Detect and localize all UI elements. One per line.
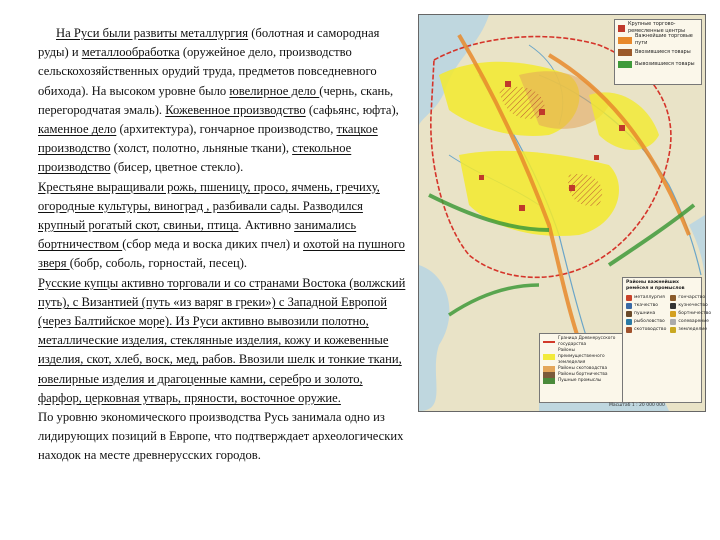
phrase-jewelry: ювелирное дело xyxy=(229,83,320,98)
border-line-icon xyxy=(543,341,555,343)
fish-icon xyxy=(626,319,632,325)
phrase-metallurgy: На Руси были развиты металлургия xyxy=(56,26,249,40)
phrase-stone: каменное дело xyxy=(38,122,117,137)
legend-item xyxy=(626,319,666,325)
city-marker xyxy=(619,125,625,131)
legend-label: Ввозившиеся товары xyxy=(635,48,691,55)
legend-crafts xyxy=(622,277,712,403)
beehive-icon xyxy=(670,311,676,317)
legend-zones xyxy=(539,333,625,403)
legend-label: Граница Древнерусского государства xyxy=(558,336,616,347)
city-marker xyxy=(479,175,484,180)
fur-swatch xyxy=(543,378,555,384)
legend-row xyxy=(543,348,621,366)
legend-label: Районы преимущественного земледелия xyxy=(558,348,605,365)
legend-label: металлургия xyxy=(634,295,665,300)
caspian-sea xyxy=(689,215,705,285)
legend-trade xyxy=(614,19,702,85)
city-marker xyxy=(594,155,599,160)
text-run: . Активно xyxy=(238,218,295,233)
city-marker xyxy=(539,109,545,115)
legend-item xyxy=(670,303,711,309)
legend-item xyxy=(670,295,711,301)
text-run: (чернь, скань, перегородчатая эмаль). xyxy=(38,83,394,117)
text-run: (болотная и самородная руды) и xyxy=(38,26,380,60)
legend-row xyxy=(618,46,698,58)
phrase-leather: Кожевенное производство xyxy=(165,102,306,117)
metallurgy-icon xyxy=(626,295,632,301)
legend-item xyxy=(626,311,666,317)
legend-label: скотоводство xyxy=(634,327,667,332)
text-run: (сбор меда и воска диких пчел) и xyxy=(122,237,304,252)
legend-label: Вывозившиеся товары xyxy=(635,60,695,67)
fur-icon xyxy=(626,311,632,317)
text-run: (оружейное дело, производство сельскохозяйственных орудий труда, предметов повседневного обихода). На высоком уровне было xyxy=(38,45,377,98)
text-run: (бобр, соболь, горностай, песец). xyxy=(69,256,248,271)
phrase-glass: стекольное производство xyxy=(38,141,352,175)
cattle-icon xyxy=(626,327,632,333)
legend-label: земледелие xyxy=(678,327,707,332)
legend-label: Крупные торгово-ремесленные центры xyxy=(628,21,686,34)
route-east xyxy=(609,205,694,265)
western-sea xyxy=(419,265,449,411)
phrase-peasants: Крестьяне выращивали рожь, пшеницу, просо, ячмень, гречиху, огородные культуры, виноград , разбивали сады. Разводился крупный рогатый скот, свиньи, птица xyxy=(38,179,380,233)
text-run: (сафьянс, юфта), xyxy=(305,102,399,117)
city-marker xyxy=(569,185,575,191)
salt-icon xyxy=(670,319,676,325)
text-column xyxy=(38,24,408,466)
craft-center-icon xyxy=(618,25,625,32)
export-arrow-icon xyxy=(618,61,632,68)
legend-label: Пушные промыслы xyxy=(558,378,602,383)
legend-label: бортничество xyxy=(678,311,712,316)
import-arrow-icon xyxy=(618,49,632,56)
legend-label: рыболовство xyxy=(634,319,665,324)
legend-label: ткачество xyxy=(634,303,659,308)
city-marker xyxy=(519,205,525,211)
legend-label: кузнечество xyxy=(678,303,708,308)
legend-row xyxy=(543,378,621,384)
legend-label: Районы скотоводства xyxy=(558,366,608,371)
legend-item xyxy=(626,303,666,309)
legend-row xyxy=(618,34,698,46)
legend-item xyxy=(626,295,666,301)
map-scale: Масштаб 1 : 20 000 000 xyxy=(609,403,665,408)
legend-label: Районы бортничества xyxy=(558,372,608,377)
paragraph-agriculture xyxy=(38,178,408,274)
text-run: (холст, полотно, льняные ткани), xyxy=(110,141,293,156)
route-southwest xyxy=(449,285,539,315)
city-marker xyxy=(505,81,511,87)
paragraph-crafts xyxy=(38,24,408,178)
farmland-swatch xyxy=(543,354,555,360)
smithing-icon xyxy=(670,303,676,309)
phrase-hunting: охотой на пушного зверя xyxy=(38,237,405,271)
legend-item xyxy=(670,327,711,333)
paragraph-conclusion: По уровню экономического производства Русь занимала одно из лидирующих позиций в Европе, что подтверждает археологических находок на месте древнерусских городов. xyxy=(38,410,404,463)
legend-item xyxy=(626,327,666,333)
phrase-weaving: ткацкое производство xyxy=(38,122,378,156)
legend-label: пушнина xyxy=(634,311,656,316)
weaving-icon xyxy=(626,303,632,309)
text-run: (бисер, цветное стекло). xyxy=(110,160,244,175)
trade-route-icon xyxy=(618,37,632,44)
legend-title: Районы важнейших ремёсел и промыслов xyxy=(626,280,685,291)
legend-label: Важнейшие торговые пути xyxy=(635,33,693,46)
phrase-metalworking: металлообработка xyxy=(81,45,180,60)
legend-label: солеварение xyxy=(678,319,709,324)
pottery-icon xyxy=(670,295,676,301)
grain-icon xyxy=(670,327,676,333)
economy-map xyxy=(418,14,712,412)
legend-row xyxy=(618,58,698,70)
paragraph-trade: Русские купцы активно торговали и со странами Востока (волжский путь), с Византией (путь «из варяг в греки») с Западной Европой (через Балтийское море). Из Руси активно вывозили полотно, металлические изделия, стеклянные изделия, кожу и кожевенные изделия, скот, хлеб, воск, мед, рабов. Ввозили шелк и тонкие ткани, ювелирные изделия и драгоценные камни, серебро и золото, фарфор, церковная утварь, пряности, восточное оружие. xyxy=(38,275,406,405)
legend-grid xyxy=(626,295,712,333)
legend-label: гончарство xyxy=(678,295,706,300)
text-run: (архитектура), гончарное производство, xyxy=(116,122,337,137)
phrase-beekeeping: занимались бортничеством xyxy=(38,218,357,252)
legend-item xyxy=(670,319,711,325)
legend-row xyxy=(543,336,621,348)
legend-item xyxy=(670,311,711,317)
